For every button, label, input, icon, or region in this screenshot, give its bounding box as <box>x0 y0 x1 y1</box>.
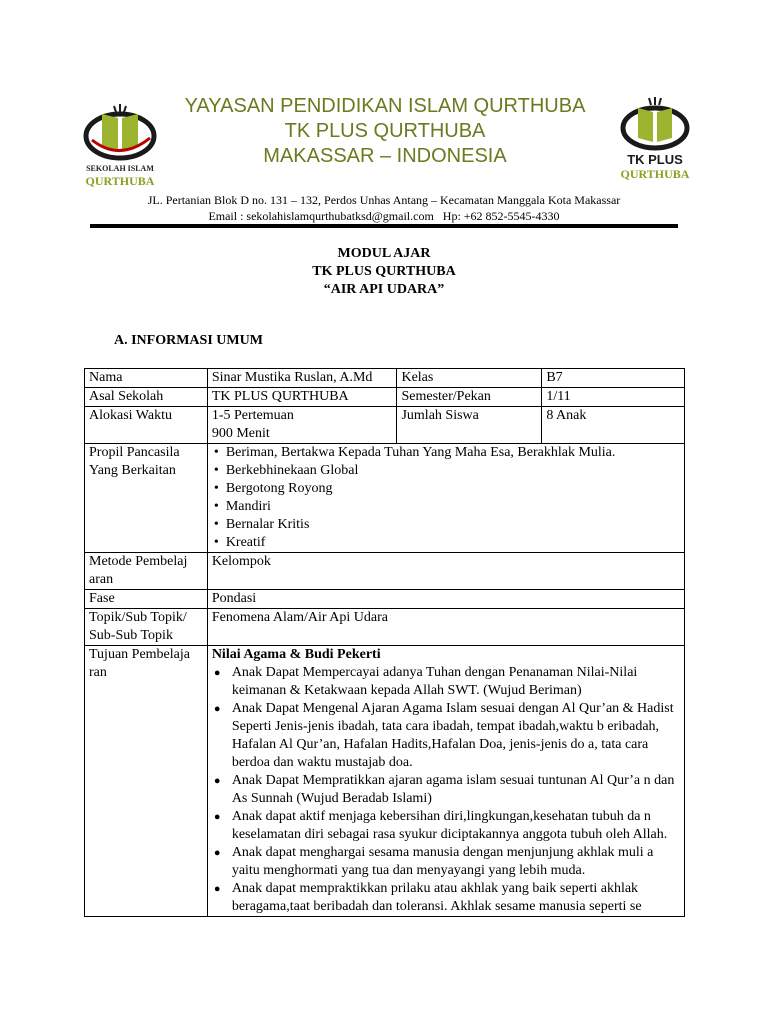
cell-value: 1/11 <box>542 388 685 407</box>
list-item: ● Anak dapat aktif menjaga kebersihan diri,lingkungan,kesehatan tubuh da n keselamatan diri sebagai rasa syukur diciptakannya anggota tubuh oleh Allah. <box>232 808 680 844</box>
cell-label: Propil Pancasila Yang Berkaitan <box>85 444 208 553</box>
cell-line: 900 Menit <box>211 426 270 441</box>
cell-value: Sinar Mustika Ruslan, A.Md <box>207 369 397 388</box>
logo-right-line1: TK PLUS <box>627 152 683 167</box>
title-line-3: MAKASSAR – INDONESIA <box>263 145 507 167</box>
cell-value: TK PLUS QURTHUBA <box>207 388 397 407</box>
cell-value: Fenomena Alam/Air Api Udara <box>207 609 684 646</box>
list-item: • Berkebhinekaan Global <box>226 462 680 480</box>
list-item: ● Anak Dapat Mempercayai adanya Tuhan dengan Penanaman Nilai-Nilai keimanan & Ketakwaan kepada Allah SWT. (Wujud Beriman) <box>232 664 680 700</box>
cell-line: 1-5 Pertemuan <box>211 408 294 423</box>
cell-label: Asal Sekolah <box>85 388 208 407</box>
cell-label: Topik/Sub Topik/ Sub-Sub Topik <box>85 609 208 646</box>
doc-title-2: TK PLUS QURTHUBA <box>312 264 456 279</box>
goals-heading: Nilai Agama & Budi Pekerti <box>211 647 381 662</box>
section-heading: A. INFORMASI UMUM <box>114 333 263 348</box>
title-line-2: TK PLUS QURTHUBA <box>284 120 486 142</box>
cell-value: 8 Anak <box>542 407 685 444</box>
cell-value <box>207 646 684 917</box>
table-row <box>85 590 685 609</box>
profile-list <box>212 444 680 552</box>
school-logo-left <box>78 100 162 192</box>
table-row <box>85 388 685 407</box>
list-item: ● Anak dapat mempraktikkan prilaku atau akhlak yang baik seperti akhlak beragama,taat beribadah dan toleransi. Akhlak sesame manusia seperti se <box>232 880 680 916</box>
school-logo-right <box>616 96 694 184</box>
goals-list <box>212 664 680 916</box>
cell-label: Jumlah Siswa <box>397 407 542 444</box>
foundation-title <box>160 94 610 169</box>
cell-value: Pondasi <box>207 590 684 609</box>
table-row <box>85 609 685 646</box>
info-table <box>84 368 685 917</box>
cell-label: Tujuan Pembelaja ran <box>85 646 208 917</box>
list-item: ● Anak Dapat Mengenal Ajaran Agama Islam sesuai dengan Al Qur’an & Hadist Seperti Jenis-jenis ibadah, tata cara ibadah, tempat ibadah,waktu b eribadah, Hafalan Al Qur’an, Hafalan Hadits,Hafalan Doa, jenis-jenis do a, tata cara berdoa dan waktu mustajab doa. <box>232 700 680 772</box>
school-contact: Email : sekolahislamqurthubatksd@gmail.com Hp: +62 852-5545-4330 <box>208 209 560 223</box>
cell-label: Kelas <box>397 369 542 388</box>
cell-value: B7 <box>542 369 685 388</box>
cell-label: Alokasi Waktu <box>85 407 208 444</box>
doc-title-1: MODUL AJAR <box>337 246 431 261</box>
cell-label: Metode Pembelaj aran <box>85 553 208 590</box>
cell-label: Semester/Pekan <box>397 388 542 407</box>
list-item: • Kreatif <box>226 534 680 552</box>
logo-left-line2: QURTHUBA <box>85 174 155 188</box>
cell-label: Nama <box>85 369 208 388</box>
cell-value: Kelompok <box>207 553 684 590</box>
title-line-1: YAYASAN PENDIDIKAN ISLAM QURTHUBA <box>184 95 586 117</box>
table-row <box>85 553 685 590</box>
table-row <box>85 407 685 444</box>
logo-left-line1: SEKOLAH ISLAM <box>86 164 154 173</box>
list-item: • Beriman, Bertakwa Kepada Tuhan Yang Maha Esa, Berakhlak Mulia. <box>226 444 680 462</box>
list-item: • Bergotong Royong <box>226 480 680 498</box>
table-row <box>85 369 685 388</box>
doc-title-3: “AIR API UDARA” <box>323 282 445 297</box>
table-row <box>85 646 685 917</box>
list-item: ● Anak dapat menghargai sesama manusia dengan menjunjung akhlak muli a yaitu menghormati yang tua dan menyayangi yang lebih muda. <box>232 844 680 880</box>
logo-right-line2: QURTHUBA <box>620 167 690 181</box>
book-logo-icon <box>616 96 694 152</box>
header-divider <box>90 224 678 228</box>
school-address: JL. Pertanian Blok D no. 131 – 132, Perdos Unhas Antang – Kecamatan Manggala Kota Makassar <box>147 193 621 207</box>
list-item: • Bernalar Kritis <box>226 516 680 534</box>
list-item: • Mandiri <box>226 498 680 516</box>
cell-label: Fase <box>85 590 208 609</box>
cell-value <box>207 444 684 553</box>
table-row <box>85 444 685 553</box>
list-item: ● Anak Dapat Mempratikkan ajaran agama islam sesuai tuntunan Al Qur’a n dan As Sunnah (Wujud Beradab Islami) <box>232 772 680 808</box>
cell-value <box>207 407 397 444</box>
